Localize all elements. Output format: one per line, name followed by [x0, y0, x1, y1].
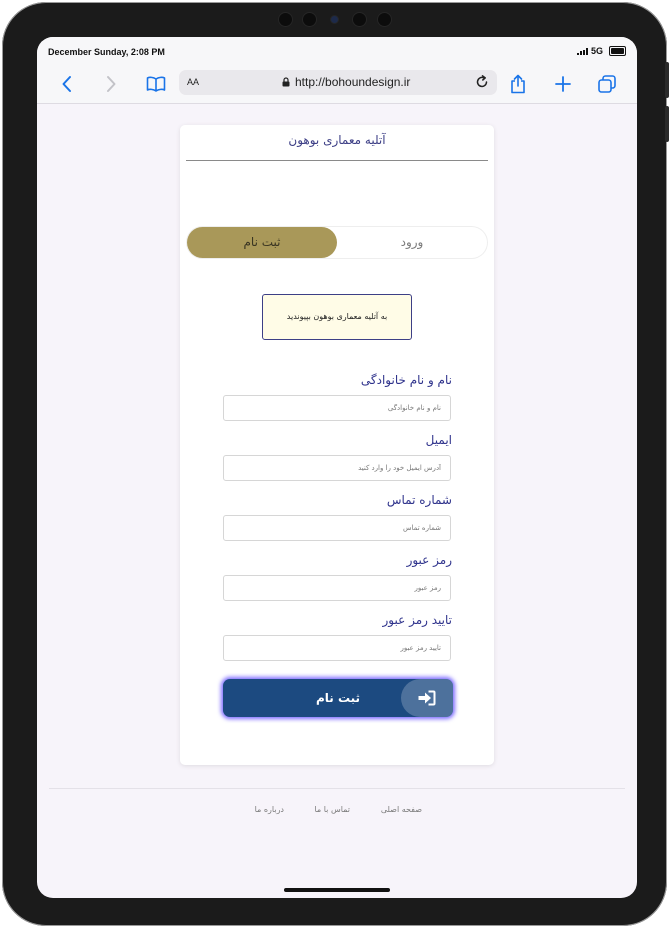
confirm-password-label: تایید رمز عبور [382, 613, 452, 627]
email-label: ایمیل [425, 433, 452, 447]
footer-divider [49, 788, 625, 789]
ipad-frame [2, 2, 667, 926]
signal-icon [577, 48, 588, 55]
confirm-password-input[interactable] [223, 635, 451, 661]
volume-button [665, 106, 669, 142]
footer-link-about[interactable]: درباره ما [254, 805, 284, 814]
phone-input[interactable] [223, 515, 451, 541]
volume-button [665, 62, 669, 98]
sensor-icon [378, 13, 391, 26]
browser-toolbar [37, 65, 637, 104]
sensor-icon [353, 13, 366, 26]
fullname-label: نام و نام خانوادگی [360, 373, 452, 387]
new-tab-icon[interactable] [551, 72, 575, 96]
share-icon[interactable] [506, 72, 530, 96]
sensor-icon [279, 13, 292, 26]
url-text: http://bohoundesign.ir [295, 75, 411, 89]
fullname-input[interactable] [223, 395, 451, 421]
welcome-box: به آتلیه معماری بوهون بپیوندید [262, 294, 412, 340]
back-icon[interactable] [55, 72, 79, 96]
status-indicators [577, 46, 626, 56]
network-label: 5G [590, 46, 603, 56]
text-size-button[interactable]: AA [187, 77, 200, 87]
register-submit-button[interactable] [223, 679, 453, 717]
footer-nav [37, 805, 637, 821]
email-input[interactable] [223, 455, 451, 481]
lock-icon [282, 77, 290, 87]
password-input[interactable] [223, 575, 451, 601]
url-display[interactable] [282, 75, 410, 89]
address-bar[interactable] [179, 70, 497, 95]
tab-register[interactable]: ثبت نام [187, 227, 337, 258]
phone-label: شماره تماس [386, 493, 452, 507]
home-indicator [284, 888, 390, 892]
tab-login[interactable]: ورود [400, 235, 424, 249]
camera-icon [303, 13, 316, 26]
page-title: آتلیه معماری بوهون [186, 125, 488, 161]
auth-tabs [187, 227, 487, 258]
footer-link-contact[interactable]: تماس با ما [314, 805, 350, 814]
register-submit-label: ثبت نام [315, 691, 361, 705]
sensor-icon [331, 16, 338, 23]
forward-icon[interactable] [99, 72, 123, 96]
screen [37, 37, 637, 898]
password-label: رمز عبور [406, 553, 452, 567]
status-time: December Sunday, 2:08 PM [48, 47, 165, 57]
footer-link-home[interactable]: صفحه اصلی [380, 805, 422, 814]
status-bar [37, 37, 637, 65]
reload-icon[interactable] [475, 75, 489, 94]
tabs-icon[interactable] [595, 72, 619, 96]
register-card [180, 125, 494, 765]
battery-icon [609, 46, 626, 56]
bookmarks-icon[interactable] [144, 72, 168, 96]
login-icon [401, 679, 453, 717]
